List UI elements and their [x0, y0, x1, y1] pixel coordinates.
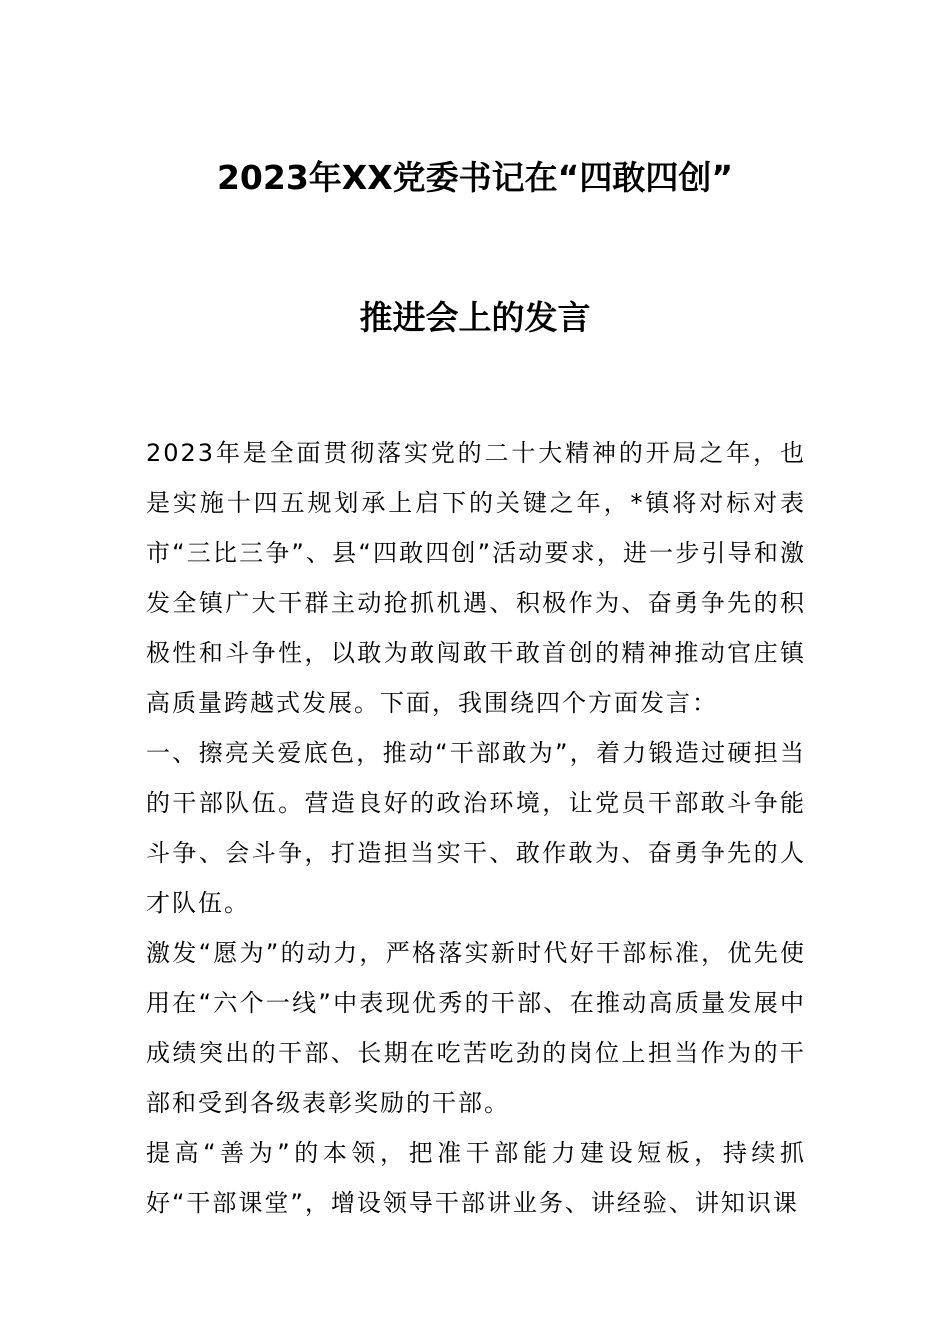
paragraph-intro: 2023年是全面贯彻落实党的二十大精神的开局之年，也是实施十四五规划承上启下的关键之年，*镇将对标对表市“三比三争”、县“四敢四创”活动要求，进一步引导和激发全镇广大干群主动抢抓机遇、积极作为、奋勇争先的积极性和斗争性，以敢为敢闯敢干敢首创的精神推动官庄镇高质量跨越式发展。下面，我围绕四个方面发言：	[146, 439, 806, 717]
paragraph-section-one: 一、擦亮关爱底色，推动“干部敢为”，着力锻造过硬担当的干部队伍。营造良好的政治环境，让党员干部敢斗争能斗争、会斗争，打造担当实干、敢作敢为、奋勇争先的人才队伍。	[146, 739, 806, 917]
document-title-line-2: 推进会上的发言	[359, 298, 591, 337]
paragraph-willing: 激发“愿为”的动力，严格落实新时代好干部标准，优先使用在“六个一线”中表现优秀的干部、在推动高质量发展中成绩突出的干部、长期在吃苦吃劲的岗位上担当作为的干部和受到各级表彰奖励的干部。	[146, 939, 806, 1117]
paragraph-capable: 提高“善为”的本领，把准干部能力建设短板，持续抓好“干部课堂”，增设领导干部讲业务、讲经验、讲知识课	[146, 1139, 806, 1217]
document-body	[146, 428, 806, 1228]
document-title-line-1: 2023年XX党委书记在“四敢四创”	[216, 158, 734, 197]
